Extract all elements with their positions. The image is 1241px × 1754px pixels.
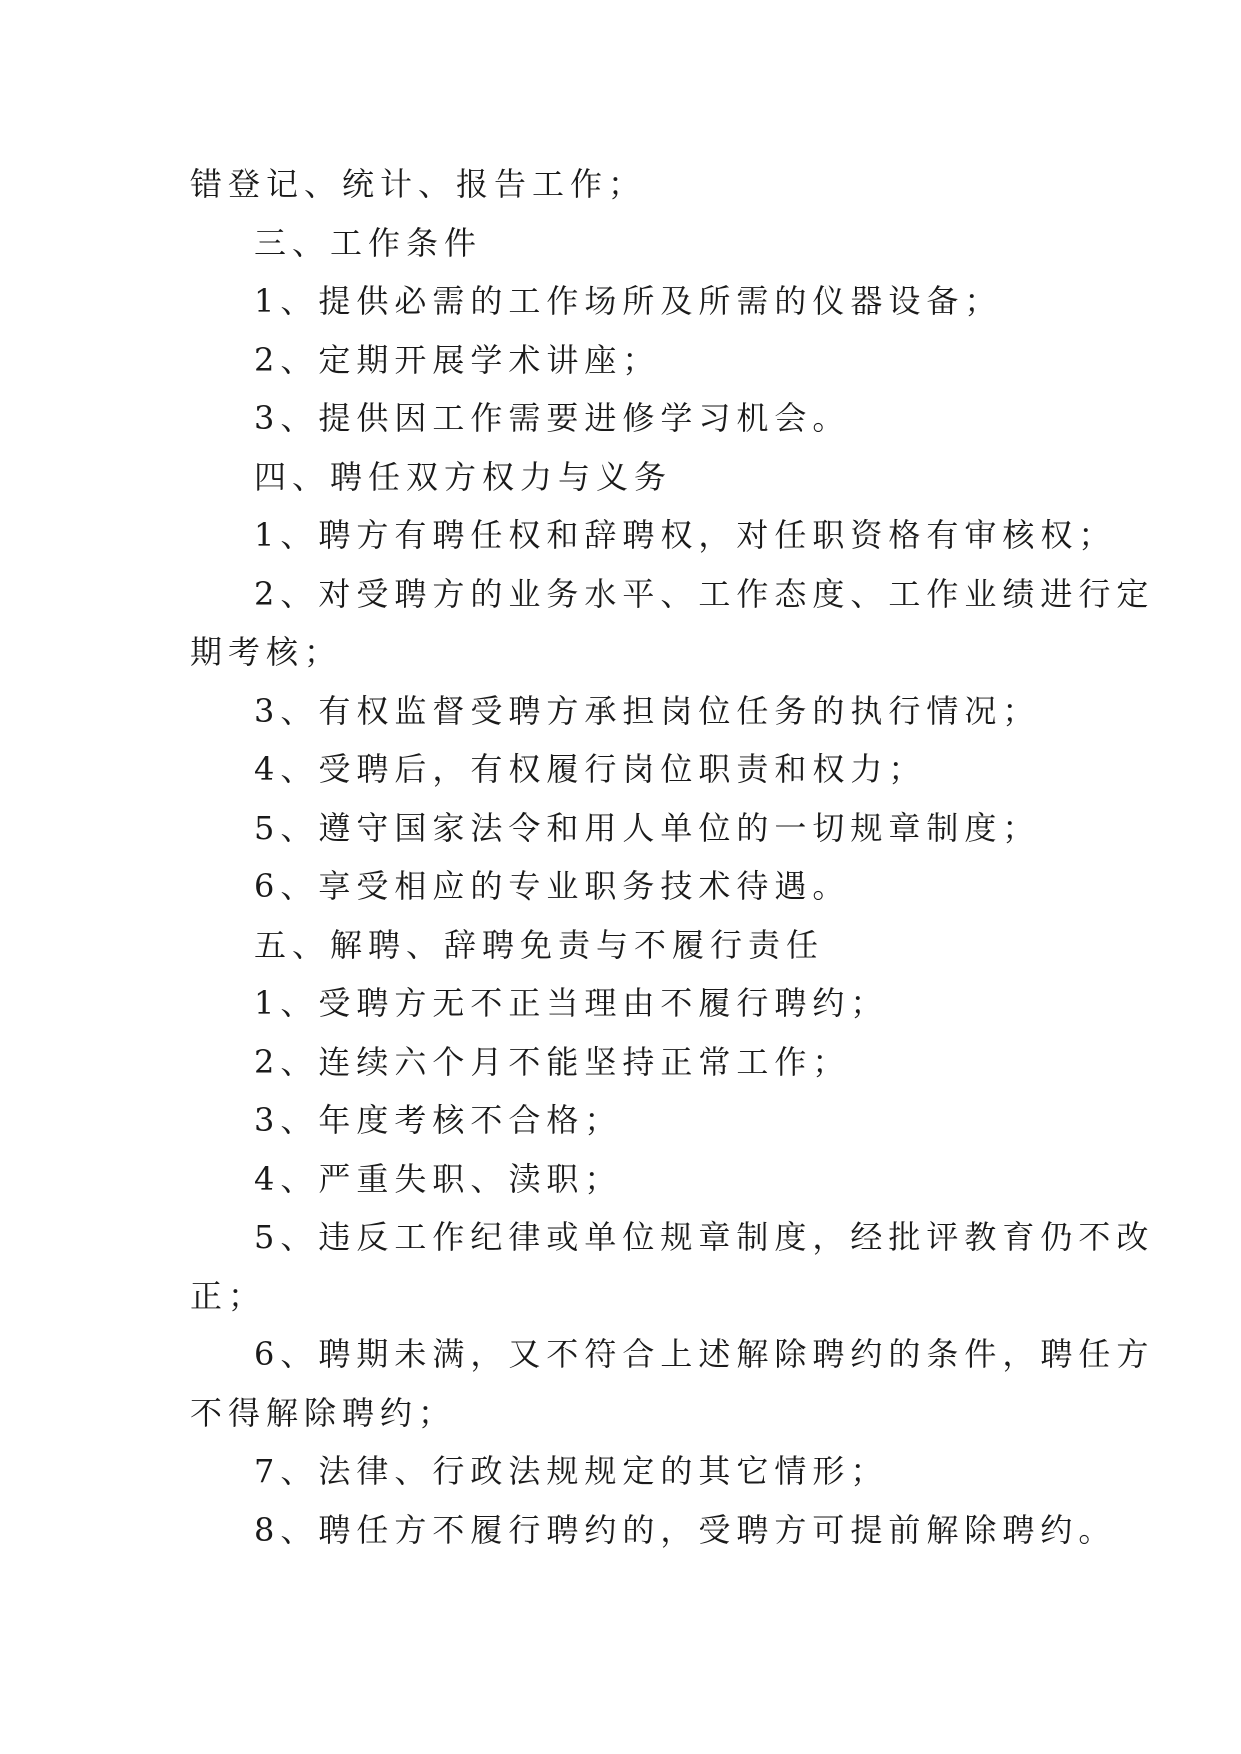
text-line: 3、有权监督受聘方承担岗位任务的执行情况； (254, 691, 1041, 730)
text-line: 不得解除聘约； (190, 1393, 457, 1432)
text-line: 6、享受相应的专业职务技术待遇。 (254, 867, 851, 905)
text-line: 1、聘方有聘任权和辞聘权，对任职资格有审核权； (254, 516, 1117, 554)
section-heading: 五、解聘、辞聘免责与不履行责任 (254, 925, 825, 964)
section-heading: 三、工作条件 (254, 223, 483, 262)
text-line: 4、受聘后，有权履行岗位职责和权力； (254, 750, 927, 788)
document-body (190, 155, 1155, 1559)
text-line: 1、受聘方无不正当理由不履行聘约； (254, 984, 889, 1022)
text-line: 2、对受聘方的业务水平、工作态度、工作业绩进行定 (254, 574, 1155, 613)
text-line: 8、聘任方不履行聘约的，受聘方可提前解除聘约。 (254, 1510, 1117, 1549)
text-line: 5、遵守国家法令和用人单位的一切规章制度； (254, 808, 1041, 847)
text-line: 6、聘期未满，又不符合上述解除聘约的条件，聘任方 (254, 1335, 1155, 1373)
text-line: 2、定期开展学术讲座； (254, 340, 661, 379)
text-line: 正； (190, 1276, 267, 1315)
text-line: 7、法律、行政法规规定的其它情形； (254, 1452, 889, 1490)
text-line: 期考核； (190, 633, 343, 671)
text-line: 2、连续六个月不能坚持正常工作； (254, 1042, 851, 1081)
text-line: 错登记、统计、报告工作； (190, 165, 647, 203)
section-heading: 四、聘任双方权力与义务 (254, 457, 673, 496)
text-line: 3、提供因工作需要进修学习机会。 (254, 399, 851, 437)
text-line: 5、违反工作纪律或单位规章制度，经批评教育仍不改 (254, 1218, 1155, 1256)
text-line: 4、严重失职、渎职； (254, 1159, 623, 1198)
text-line: 1、提供必需的工作场所及所需的仪器设备； (254, 282, 1003, 320)
text-line: 3、年度考核不合格； (254, 1101, 623, 1139)
